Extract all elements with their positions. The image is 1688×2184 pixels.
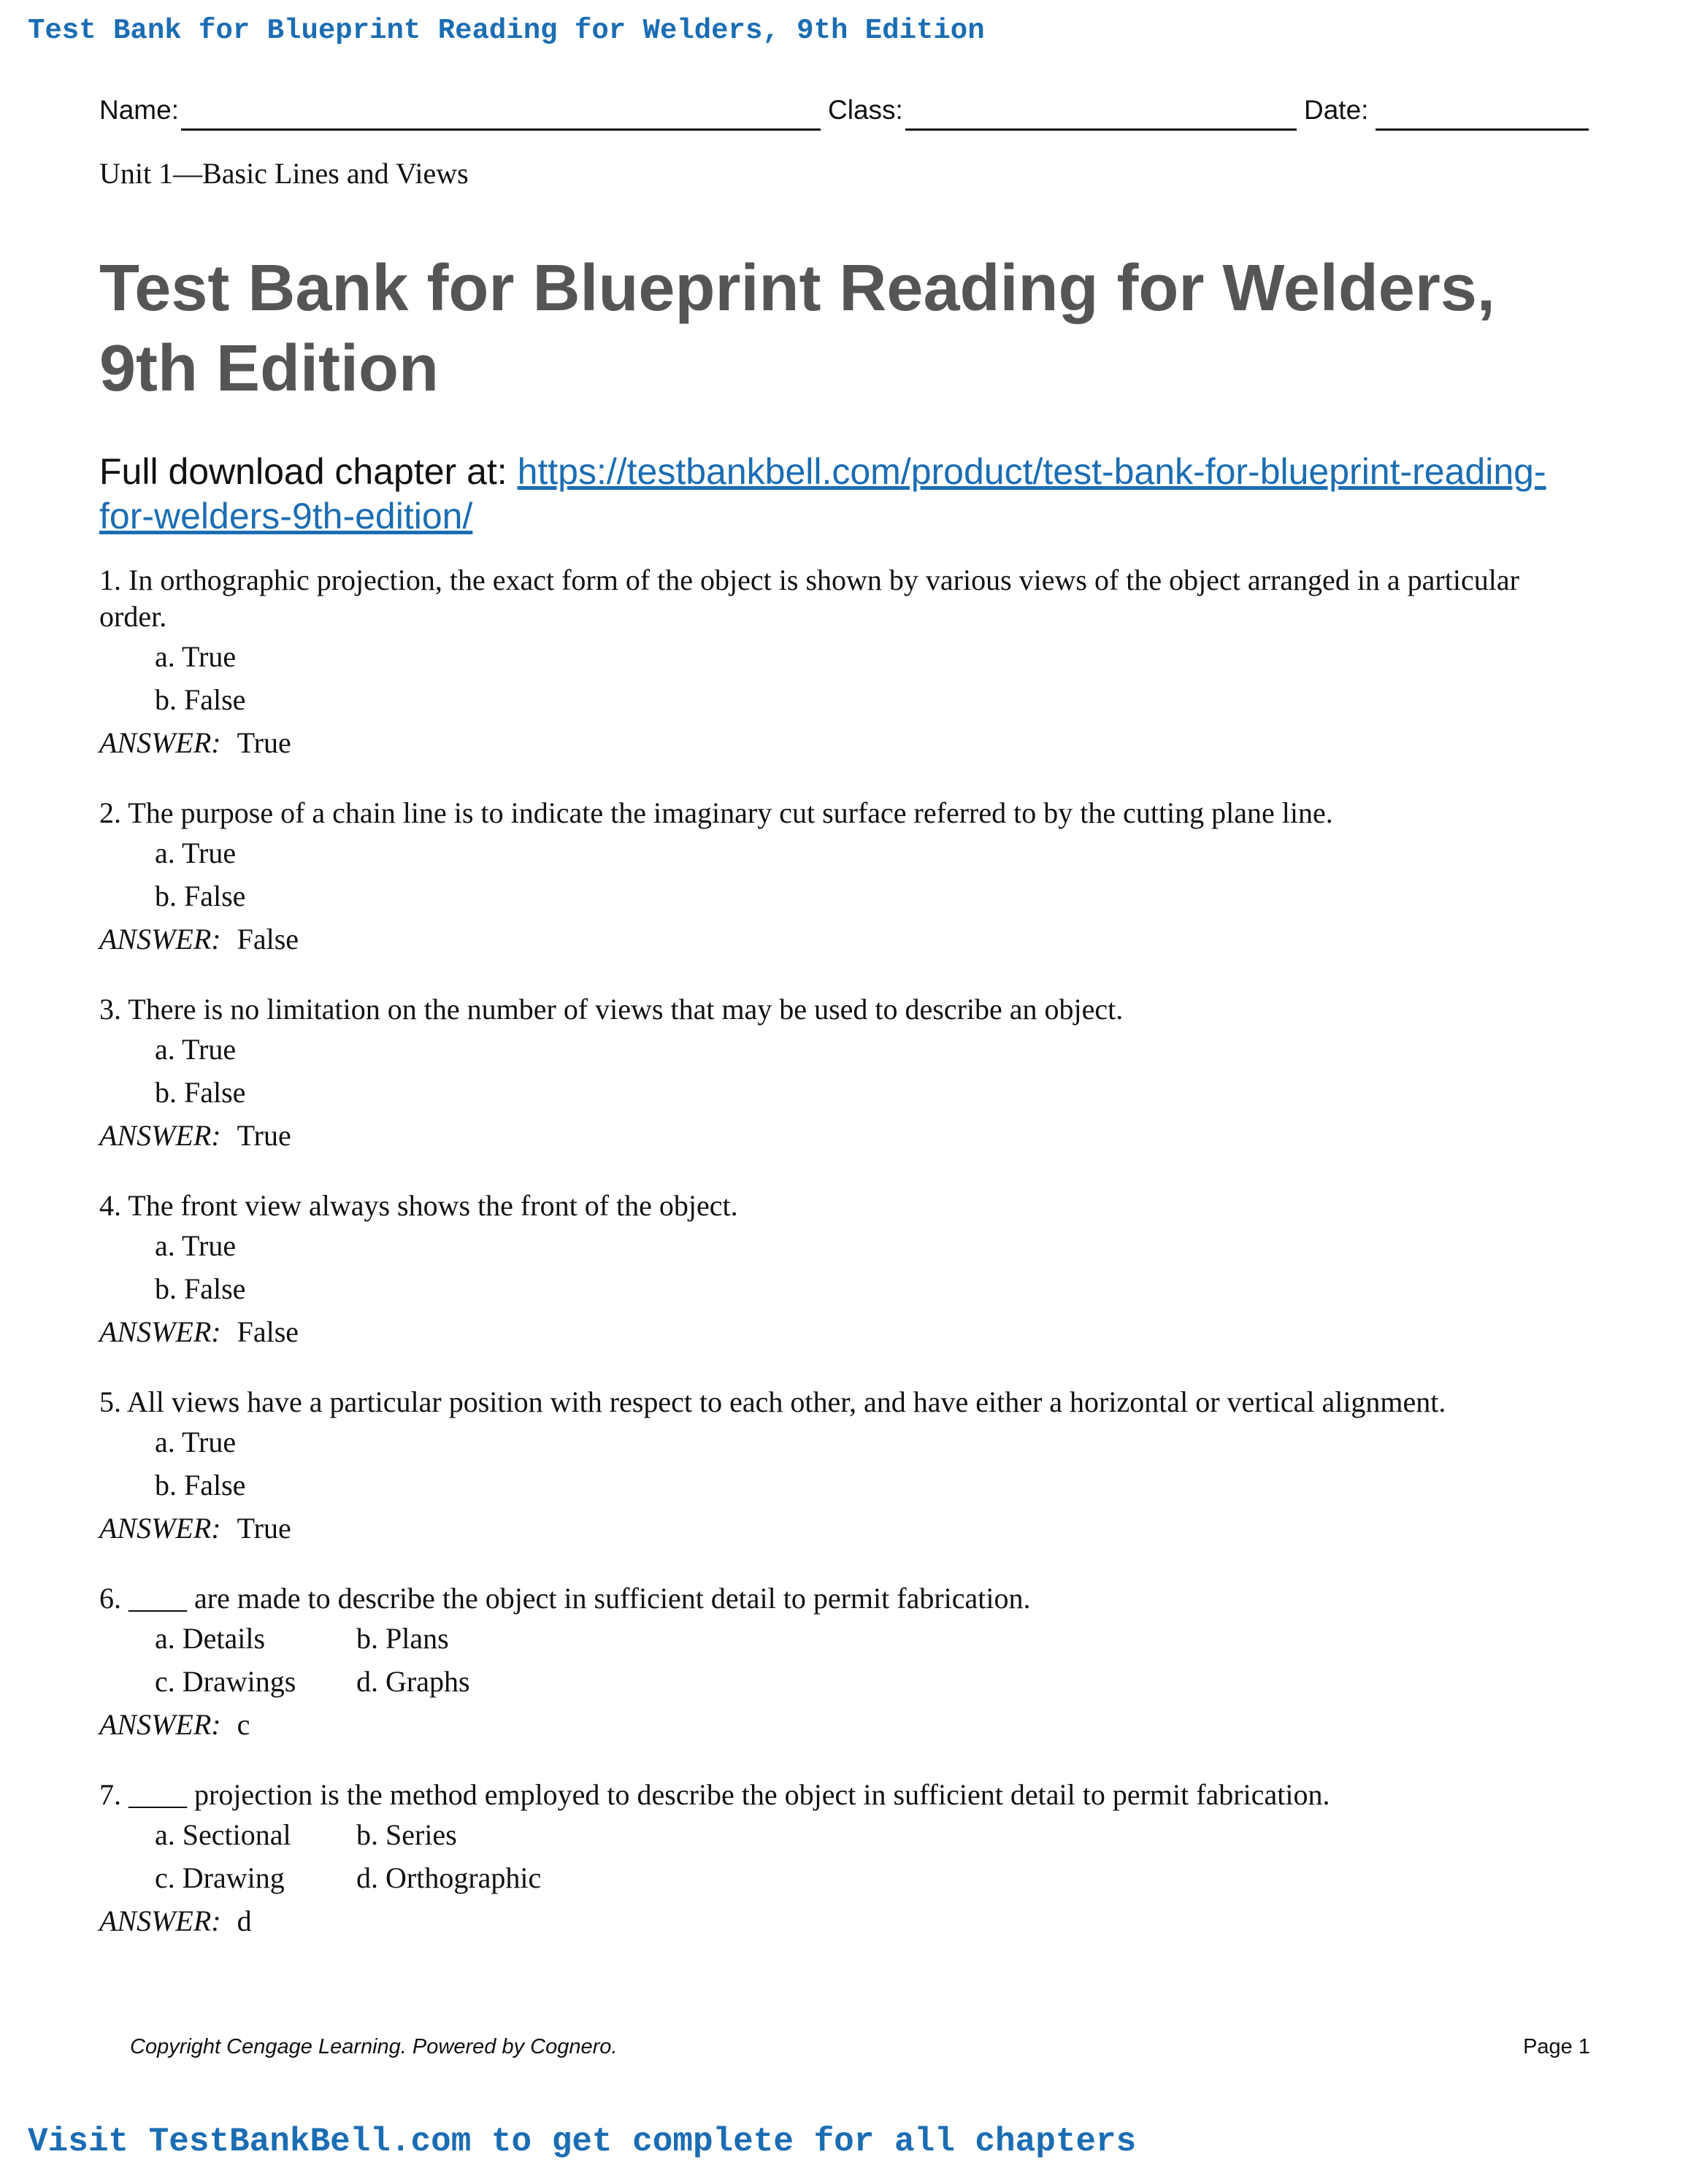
answer-line: [99, 721, 1589, 764]
option-row: [155, 1224, 1589, 1267]
download-link[interactable]: https://testbankbell.com/product/test-bank-for-blueprint-reading-for-welders-9th-edition/: [99, 451, 1546, 537]
option-row: [155, 1267, 1589, 1310]
answer-label: ANSWER:: [99, 923, 221, 956]
answer-option: b. Series: [356, 1818, 457, 1851]
option-row: [155, 1660, 1589, 1703]
question-3: [99, 991, 1589, 1157]
answer-label: ANSWER:: [99, 726, 221, 759]
question-6: [99, 1580, 1589, 1746]
option-row: [155, 831, 1589, 874]
unit-heading: Unit 1—Basic Lines and Views: [99, 157, 469, 190]
answer-option: a. True: [155, 1426, 237, 1458]
answer-value: False: [237, 1315, 299, 1348]
answer-option: c. Drawings: [155, 1665, 296, 1698]
date-label: Date:: [1304, 95, 1369, 125]
answer-option: a. True: [155, 1033, 237, 1066]
answer-value: d: [237, 1904, 252, 1937]
question-2: [99, 795, 1589, 961]
class-label: Class:: [828, 95, 903, 125]
footer-copyright: Copyright Cengage Learning. Powered by Cognero.: [130, 2035, 618, 2058]
question-stem: 2. The purpose of a chain line is to indicate the imaginary cut surface referred to by the cutting plane line.: [99, 796, 1333, 829]
top-banner: Test Bank for Blueprint Reading for Welders, 9th Edition: [28, 15, 985, 47]
question-stem: 4. The front view always shows the front of the object.: [99, 1189, 738, 1222]
question-7: [99, 1777, 1589, 1942]
answer-options: [99, 1028, 1589, 1114]
question-1: [99, 562, 1589, 764]
option-row: [155, 678, 1589, 721]
answer-option: d. Graphs: [356, 1665, 470, 1698]
answer-option: b. False: [155, 1272, 246, 1305]
answer-line: [99, 1114, 1589, 1157]
answer-value: False: [237, 923, 299, 956]
option-row: [155, 874, 1589, 918]
question-stem: 1. In orthographic projection, the exact form of the object is shown by various views of the object arranged in a particular order.: [99, 564, 1519, 633]
question-stem: 7. ____ projection is the method employed to describe the object in sufficient detail to permit fabrication.: [99, 1778, 1330, 1811]
answer-value: True: [237, 1512, 291, 1545]
download-line: [99, 450, 1589, 539]
download-prefix: Full download chapter at:: [99, 451, 518, 492]
answer-option: b. False: [155, 683, 246, 716]
option-row: [155, 1464, 1589, 1507]
answer-option: c. Drawing: [155, 1861, 285, 1894]
answer-option: b. False: [155, 1469, 246, 1502]
question-stem: 5. All views have a particular position with respect to each other, and have either a horizontal or vertical alignment.: [99, 1385, 1446, 1418]
class-field[interactable]: [905, 128, 1297, 131]
answer-label: ANSWER:: [99, 1904, 221, 1937]
answer-label: ANSWER:: [99, 1119, 221, 1152]
answer-option: b. False: [155, 880, 246, 912]
answer-options: [99, 831, 1589, 918]
answer-line: [99, 918, 1589, 961]
answer-label: ANSWER:: [99, 1708, 221, 1741]
answer-options: [99, 635, 1589, 721]
option-row: [155, 1420, 1589, 1464]
answer-value: c: [237, 1708, 250, 1741]
question-5: [99, 1384, 1589, 1550]
answer-options: [99, 1420, 1589, 1507]
student-info-row: [99, 95, 1589, 131]
date-field[interactable]: [1376, 128, 1589, 131]
question-list: [99, 562, 1589, 1973]
answer-line: [99, 1899, 1589, 1942]
answer-label: ANSWER:: [99, 1512, 221, 1545]
option-row: [155, 1617, 1589, 1660]
option-row: [155, 1856, 1589, 1899]
option-row: [155, 1813, 1589, 1856]
option-row: [155, 1028, 1589, 1071]
question-stem: 6. ____ are made to describe the object in sufficient detail to permit fabrication.: [99, 1582, 1031, 1615]
answer-options: [99, 1617, 1589, 1703]
option-row: [155, 635, 1589, 678]
name-field[interactable]: [181, 128, 821, 131]
question-stem: 3. There is no limitation on the number of views that may be used to describe an object.: [99, 993, 1124, 1026]
answer-line: [99, 1310, 1589, 1353]
answer-option: b. Plans: [356, 1622, 449, 1655]
answer-options: [99, 1813, 1589, 1899]
answer-line: [99, 1507, 1589, 1550]
answer-value: True: [237, 1119, 291, 1152]
page-number: Page 1: [1523, 2035, 1590, 2058]
answer-value: True: [237, 726, 291, 759]
answer-options: [99, 1224, 1589, 1310]
option-row: [155, 1071, 1589, 1114]
answer-option: b. False: [155, 1076, 246, 1109]
answer-option: a. True: [155, 837, 237, 869]
question-4: [99, 1188, 1589, 1353]
name-label: Name:: [99, 95, 179, 125]
page-title: Test Bank for Blueprint Reading for Welders, 9th Edition: [99, 252, 1495, 405]
answer-option: a. Details: [155, 1622, 266, 1655]
answer-option: a. True: [155, 640, 237, 673]
answer-option: d. Orthographic: [356, 1861, 542, 1894]
answer-option: a. Sectional: [155, 1818, 291, 1851]
answer-line: [99, 1703, 1589, 1746]
answer-option: a. True: [155, 1229, 237, 1262]
answer-label: ANSWER:: [99, 1315, 221, 1348]
bottom-banner: Visit TestBankBell.com to get complete for all chapters: [28, 2123, 1137, 2161]
